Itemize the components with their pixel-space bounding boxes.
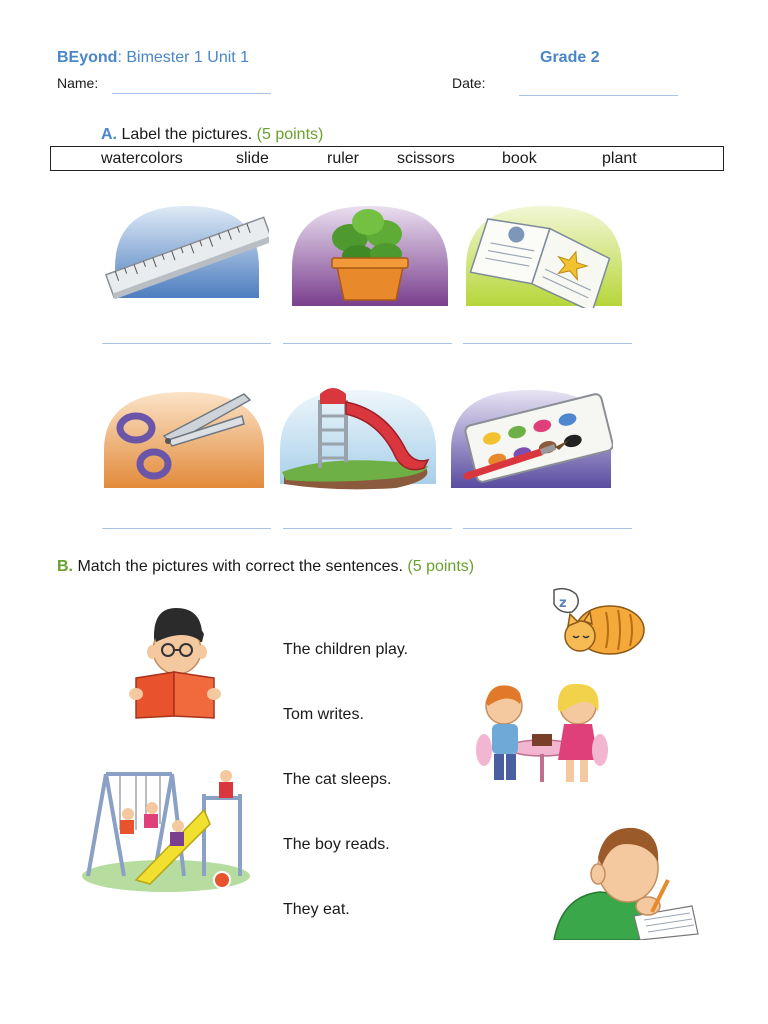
writing-boy-icon	[552, 822, 700, 940]
unit-subtitle: : Bimester 1 Unit 1	[117, 49, 250, 66]
word-bank-item: scissors	[397, 150, 455, 167]
section-b-heading	[57, 558, 474, 576]
answer-line-plant[interactable]	[283, 343, 452, 344]
slide-icon	[276, 380, 440, 490]
word-bank-item: slide	[236, 150, 269, 167]
eating-kids-icon	[470, 676, 612, 788]
reading-boy-icon	[124, 602, 224, 720]
word-bank-item: plant	[602, 150, 637, 167]
answer-line-book[interactable]	[463, 343, 632, 344]
section-a-points: (5 points)	[256, 126, 324, 143]
playground-icon	[80, 764, 252, 894]
sleeping-cat-icon	[548, 584, 648, 664]
word-bank-item: book	[502, 150, 537, 167]
date-field[interactable]	[519, 95, 678, 96]
name-label: Name:	[57, 75, 99, 91]
section-b-points: (5 points)	[407, 558, 475, 575]
sentence-item: The children play.	[283, 641, 409, 658]
sentence-item: The boy reads.	[283, 836, 390, 853]
sentence-item: They eat.	[283, 901, 350, 918]
brand-name: BEyond	[57, 49, 118, 66]
scissors-icon	[102, 380, 266, 490]
word-bank-item: ruler	[327, 150, 360, 167]
answer-line-ruler[interactable]	[102, 343, 271, 344]
word-bank-item: watercolors	[101, 150, 183, 167]
plant-icon	[288, 198, 452, 308]
book-icon	[462, 198, 626, 308]
answer-line-watercolors[interactable]	[463, 528, 632, 529]
section-a-instruction: Label the pictures.	[121, 126, 253, 143]
name-field[interactable]	[112, 93, 271, 94]
sentence-item: Tom writes.	[283, 706, 364, 723]
section-a-letter: A.	[101, 126, 117, 143]
watercolors-icon	[449, 380, 613, 490]
answer-line-scissors[interactable]	[102, 528, 271, 529]
section-b-letter: B.	[57, 558, 73, 575]
section-b-instruction: Match the pictures with correct the sentences.	[77, 558, 403, 575]
answer-line-slide[interactable]	[283, 528, 452, 529]
grade-label: Grade 2	[540, 49, 600, 66]
svg-text:z: z	[559, 596, 567, 611]
worksheet-header	[57, 49, 249, 67]
ruler-icon	[105, 198, 269, 308]
sentence-item: The cat sleeps.	[283, 771, 392, 788]
date-label: Date:	[452, 75, 486, 91]
section-a-heading	[101, 126, 323, 144]
